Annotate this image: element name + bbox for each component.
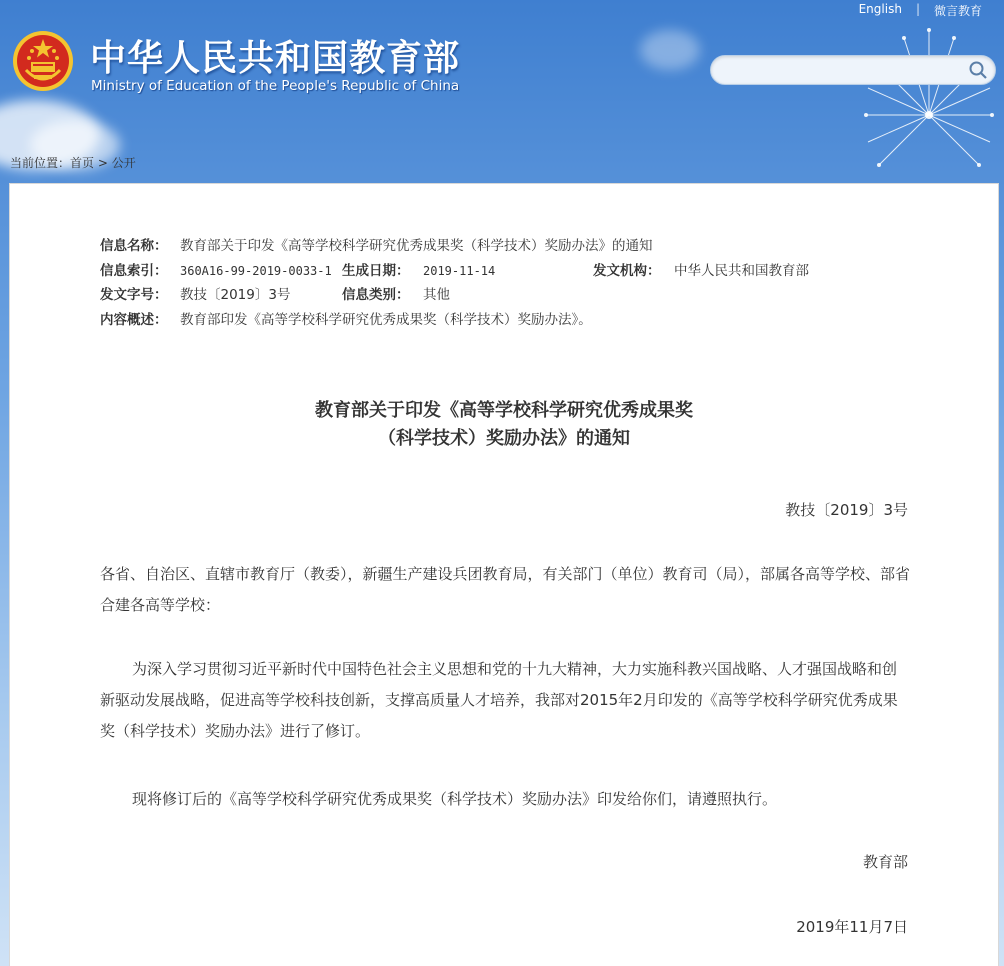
english-link[interactable]: English bbox=[858, 2, 902, 16]
content-panel bbox=[9, 183, 999, 966]
document-body-paragraph: 为深入学习贯彻习近平新时代中国特色社会主义思想和党的十九大精神，大力实施科教兴国战略、人才强国战略和创新驱动发展战略，促进高等学校科技创新，支撑高质量人才培养，我部对2015年2月印发的《高等学校科学研究优秀成果奖（科学技术）奖励办法》进行了修订。 bbox=[100, 660, 898, 740]
meta-table bbox=[100, 234, 809, 332]
meta-type-label: 信息类别： bbox=[342, 287, 410, 303]
document-date: 2019年11月7日 bbox=[796, 918, 908, 936]
breadcrumb-current[interactable]: 公开 bbox=[111, 156, 136, 170]
dandelion-decoration bbox=[844, 20, 994, 180]
document-title-line1: 教育部关于印发《高等学校科学研究优秀成果奖 bbox=[315, 400, 693, 421]
site-title: 中华人民共和国教育部 bbox=[90, 38, 461, 79]
weiyan-link[interactable]: 微言教育 bbox=[933, 4, 982, 18]
site-subtitle: Ministry of Education of the People's Republic of China bbox=[91, 78, 460, 94]
document-title bbox=[10, 397, 998, 453]
meta-row-index bbox=[100, 259, 809, 284]
cloud-decoration bbox=[640, 30, 700, 70]
search-input[interactable] bbox=[723, 60, 963, 80]
meta-index-value: 360A16-99-2019-0033-1 bbox=[180, 263, 332, 278]
meta-row-name bbox=[100, 234, 809, 259]
meta-docno-label: 发文字号： bbox=[100, 287, 168, 303]
top-links bbox=[859, 2, 982, 19]
document-title-line2: （科学技术）奖励办法》的通知 bbox=[378, 428, 630, 449]
search-box bbox=[710, 55, 996, 85]
breadcrumb-home[interactable]: 首页 bbox=[70, 156, 95, 170]
meta-row-docno bbox=[100, 283, 809, 308]
breadcrumb-separator: > bbox=[94, 156, 112, 170]
meta-org-value: 中华人民共和国教育部 bbox=[674, 262, 809, 279]
document-signature: 教育部 bbox=[862, 853, 908, 871]
meta-org-label: 发文机构： bbox=[593, 262, 661, 279]
meta-type-value: 其他 bbox=[423, 287, 450, 303]
link-separator: | bbox=[915, 2, 920, 16]
meta-index-label: 信息索引： bbox=[100, 262, 168, 279]
document-recipients: 各省、自治区、直辖市教育厅（教委），新疆生产建设兵团教育局，有关部门（单位）教育司（局），部属各高等学校、部省合建各高等学校： bbox=[100, 565, 911, 614]
breadcrumb bbox=[10, 154, 136, 171]
meta-date-label: 生成日期： bbox=[342, 262, 410, 279]
meta-summary-value: 教育部印发《高等学校科学研究优秀成果奖（科学技术）奖励办法》。 bbox=[180, 311, 592, 328]
meta-name-value: 教育部关于印发《高等学校科学研究优秀成果奖（科学技术）奖励办法》的通知 bbox=[180, 238, 653, 254]
search-button[interactable] bbox=[967, 60, 989, 82]
meta-row-summary bbox=[100, 308, 809, 333]
meta-summary-label: 内容概述： bbox=[100, 311, 168, 328]
document-body-paragraph: 现将修订后的《高等学校科学研究优秀成果奖（科学技术）奖励办法》印发给你们，请遵照执行。 bbox=[132, 790, 778, 808]
search-icon bbox=[968, 60, 988, 80]
breadcrumb-prefix: 当前位置： bbox=[10, 156, 71, 170]
meta-docno-value: 教技〔2019〕3号 bbox=[180, 287, 291, 303]
document-number: 教技〔2019〕3号 bbox=[785, 501, 908, 519]
meta-name-label: 信息名称： bbox=[100, 238, 168, 254]
meta-date-value: 2019-11-14 bbox=[423, 263, 496, 278]
national-emblem-icon bbox=[12, 30, 74, 92]
